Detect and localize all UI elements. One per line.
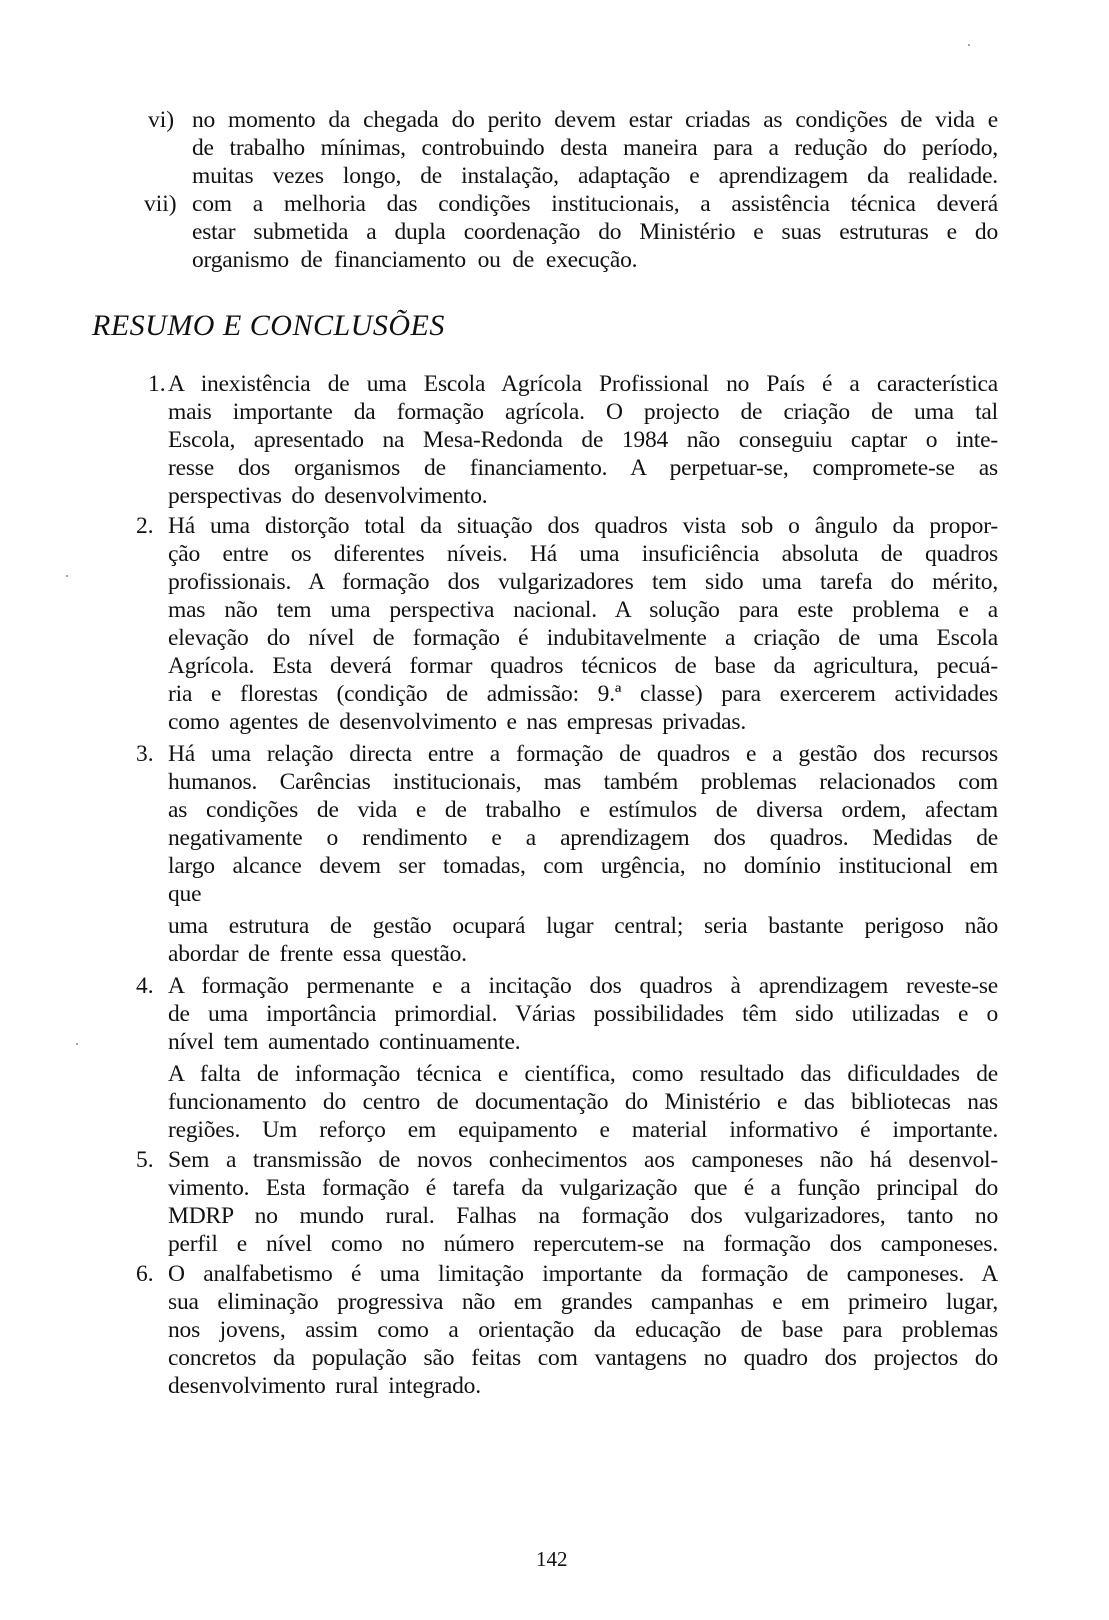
list-marker-5: 5. — [136, 1147, 154, 1173]
text-line: de trabalho mínimas, controbuindo desta maneira para a redução do período, — [192, 135, 998, 161]
text-line: as condições de vida e de trabalho e estímulos de diversa ordem, afectam — [168, 797, 998, 823]
text-line: desenvolvimento rural integrado. — [168, 1373, 481, 1399]
section-heading: RESUMO E CONCLUSÕES — [92, 309, 445, 342]
text-line: regiões. Um reforço em equipamento e material informativo é importante. — [168, 1117, 998, 1143]
text-line: muitas vezes longo, de instalação, adaptação e aprendizagem da realidade. — [192, 163, 998, 189]
text-line: A falta de informação técnica e científica, como resultado das dificuldades de — [168, 1061, 998, 1087]
text-line: vimento. Esta formação é tarefa da vulgarização que é a função principal do — [168, 1175, 998, 1201]
text-line: ção entre os diferentes níveis. Há uma insuficiência absoluta de quadros — [168, 541, 998, 567]
text-line: com a melhoria das condições institucionais, a assistência técnica deverá — [192, 191, 998, 217]
text-line: sua eliminação progressiva não em grandes campanhas e em primeiro lugar, — [168, 1289, 998, 1315]
text-line: uma estrutura de gestão ocupará lugar central; seria bastante perigoso não — [168, 913, 998, 939]
scan-speck — [66, 575, 68, 577]
text-line: de uma importância primordial. Várias possibilidades têm sido utilizadas e o — [168, 1001, 998, 1027]
text-line: como agentes de desenvolvimento e nas empresas privadas. — [168, 709, 747, 735]
text-line: no momento da chegada do perito devem estar criadas as condições de vida e — [192, 107, 998, 133]
text-line: resse dos organismos de financiamento. A perpetuar-se, compromete-se as — [168, 455, 998, 481]
text-line: largo alcance devem ser tomadas, com urgência, no domínio institucional em — [168, 853, 998, 879]
list-marker-4: 4. — [136, 973, 154, 999]
text-line: Escola, apresentado na Mesa-Redonda de 1984 não conseguiu captar o inte- — [168, 427, 998, 453]
text-line: nos jovens, assim como a orientação da educação de base para problemas — [168, 1317, 998, 1343]
list-marker-6: 6. — [136, 1261, 154, 1287]
text-line: mais importante da formação agrícola. O projecto de criação de uma tal — [168, 399, 998, 425]
text-line: humanos. Carências institucionais, mas também problemas relacionados com — [168, 769, 998, 795]
text-line: nível tem aumentado continuamente. — [168, 1029, 521, 1055]
text-line: abordar de frente essa questão. — [168, 941, 467, 967]
text-line: profissionais. A formação dos vulgarizadores tem sido uma tarefa do mérito, — [168, 569, 998, 595]
scan-speck — [968, 44, 970, 46]
list-marker-vii: vii) — [144, 191, 177, 217]
text-line: concretos da população são feitas com vantagens no quadro dos projectos do — [168, 1345, 998, 1371]
list-marker-1: 1. — [148, 371, 166, 397]
text-line: ria e florestas (condição de admissão: 9.ª classe) para exercerem actividades — [168, 681, 998, 707]
text-line: perspectivas do desenvolvimento. — [168, 483, 488, 509]
text-line: elevação do nível de formação é indubitavelmente a criação de uma Escola — [168, 625, 998, 651]
text-line: MDRP no mundo rural. Falhas na formação dos vulgarizadores, tanto no — [168, 1203, 998, 1229]
text-line: Há uma relação directa entre a formação de quadros e a gestão dos recursos — [168, 741, 998, 767]
text-line: funcionamento do centro de documentação do Ministério e das bibliotecas nas — [168, 1089, 998, 1115]
list-marker-3: 3. — [136, 741, 154, 767]
text-line: Há uma distorção total da situação dos quadros vista sob o ângulo da propor- — [168, 513, 998, 539]
text-line: O analfabetismo é uma limitação importante da formação de camponeses. A — [168, 1261, 998, 1287]
text-line: mas não tem uma perspectiva nacional. A solução para este problema e a — [168, 597, 998, 623]
text-line: Sem a transmissão de novos conhecimentos aos camponeses não há desenvol- — [168, 1147, 998, 1173]
text-line: perfil e nível como no número repercutem-se na formação dos camponeses. — [168, 1231, 998, 1257]
page-number: 142 — [536, 1547, 568, 1571]
text-line: estar submetida a dupla coordenação do Ministério e suas estruturas e do — [192, 219, 998, 245]
text-line: organismo de financiamento ou de execução. — [192, 247, 638, 273]
list-marker-vi: vi) — [148, 107, 175, 133]
text-line: negativamente o rendimento e a aprendizagem dos quadros. Medidas de — [168, 825, 998, 851]
text-line: A inexistência de uma Escola Agrícola Profissional no País é a característica — [168, 371, 998, 397]
list-marker-2: 2. — [136, 513, 154, 539]
text-line: que — [168, 881, 202, 907]
text-line: A formação permenante e a incitação dos quadros à aprendizagem reveste-se — [168, 973, 998, 999]
text-line: Agrícola. Esta deverá formar quadros técnicos de base da agricultura, pecuá- — [168, 653, 998, 679]
scan-speck — [76, 1043, 78, 1045]
